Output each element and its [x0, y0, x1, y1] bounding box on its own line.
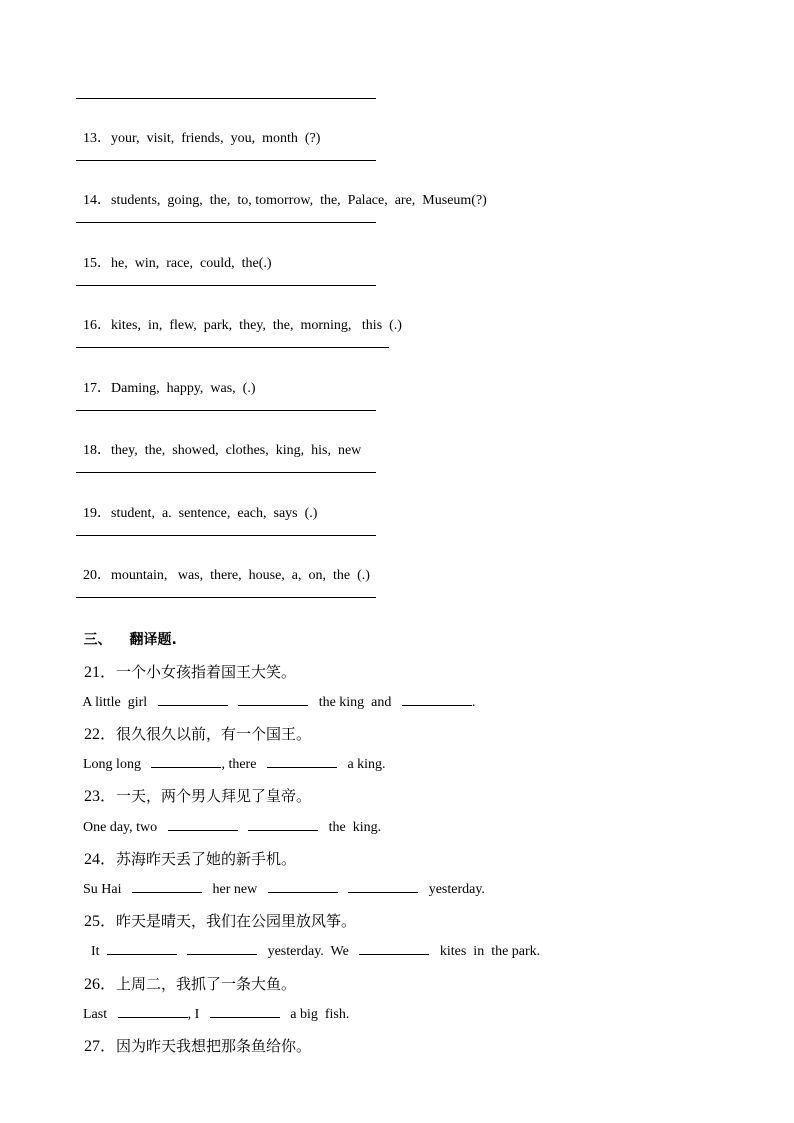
chinese-sentence: 上周二，我抓了一条大鱼。 — [116, 975, 297, 993]
section-heading — [76, 612, 177, 649]
chinese-sentence: 因为昨天我想把那条鱼给你。 — [116, 1037, 312, 1055]
translation-22-answer — [76, 739, 386, 773]
question-number: 27． — [84, 1038, 117, 1055]
question-20 — [76, 552, 370, 584]
sentence-part: Su Hai — [83, 882, 122, 897]
chinese-sentence: 一天，两个男人拜见了皇帝。 — [116, 787, 312, 805]
sentence-part: kites in the park. — [439, 944, 541, 959]
question-words: student, a. sentence, each, says (.) — [111, 506, 318, 521]
blank-field[interactable] — [187, 942, 257, 955]
blank-field[interactable] — [402, 693, 472, 706]
question-number: 24． — [84, 851, 117, 868]
translation-23-prompt — [76, 769, 311, 806]
question-number: 13． — [83, 131, 111, 146]
sentence-part: the king. — [328, 820, 382, 835]
blank-field[interactable] — [210, 1005, 280, 1018]
sentence-part: a king. — [347, 757, 386, 772]
question-number: 26． — [84, 976, 117, 993]
blank-field[interactable] — [107, 942, 177, 955]
sentence-part: a big fish. — [290, 1007, 350, 1022]
sentence-part: yesterday. — [428, 882, 485, 897]
blank-field[interactable] — [132, 880, 202, 893]
sentence-part: , there — [221, 757, 257, 772]
question-number: 23． — [84, 788, 117, 805]
question-19 — [76, 490, 317, 522]
answer-line-13[interactable] — [76, 160, 376, 161]
question-number: 18． — [83, 443, 111, 458]
answer-line-16[interactable] — [76, 347, 389, 348]
question-words: Daming, happy, was, (.) — [111, 381, 256, 396]
sentence-part: . — [471, 695, 476, 710]
question-words: kites, in, flew, park, they, the, morning, this (.) — [111, 318, 402, 333]
question-number: 20． — [83, 568, 111, 583]
question-words: he, win, race, could, the(.) — [111, 256, 272, 271]
answer-line-20[interactable] — [76, 597, 376, 598]
chinese-sentence: 很久很久以前，有一个国王。 — [116, 725, 312, 743]
question-number: 16． — [83, 318, 111, 333]
answer-line-17[interactable] — [76, 410, 376, 411]
question-words: your, visit, friends, you, month (?) — [111, 131, 321, 146]
blank-field[interactable] — [151, 755, 221, 768]
question-18 — [76, 427, 361, 459]
chinese-sentence: 昨天是晴天，我们在公园里放风筝。 — [116, 912, 357, 930]
question-16 — [76, 302, 402, 334]
blank-field[interactable] — [238, 693, 308, 706]
blank-field[interactable] — [348, 880, 418, 893]
sentence-part: , I — [187, 1007, 200, 1022]
answer-line-12[interactable] — [76, 98, 376, 99]
blank-field[interactable] — [268, 880, 338, 893]
translation-23-answer — [76, 802, 381, 836]
sentence-part: Long long — [83, 757, 141, 772]
question-words: mountain, was, there, house, a, on, the (.) — [111, 568, 370, 583]
blank-field[interactable] — [118, 1005, 188, 1018]
translation-24-answer — [76, 864, 485, 898]
question-17 — [76, 365, 256, 397]
sentence-part: Last — [83, 1007, 108, 1022]
translation-26-answer — [76, 989, 349, 1023]
answer-line-19[interactable] — [76, 535, 376, 536]
question-15 — [76, 240, 272, 272]
question-words: students, going, the, to, tomorrow, the, Palace, are, Museum(?) — [111, 193, 487, 208]
chinese-sentence: 一个小女孩指着国王大笑。 — [116, 663, 297, 681]
question-number: 21． — [84, 664, 117, 681]
sentence-part: yesterday. We — [267, 944, 349, 959]
sentence-part: One day, two — [83, 820, 158, 835]
answer-line-18[interactable] — [76, 472, 376, 473]
blank-field[interactable] — [267, 755, 337, 768]
section-index: 三、 — [83, 632, 112, 648]
blank-field[interactable] — [248, 818, 318, 831]
question-number: 25． — [84, 913, 117, 930]
translation-25-answer — [84, 926, 540, 960]
question-words: they, the, showed, clothes, king, his, new — [111, 443, 362, 458]
blank-field[interactable] — [158, 693, 228, 706]
blank-field[interactable] — [359, 942, 429, 955]
question-14 — [76, 177, 487, 209]
section-title: 翻译题. — [129, 632, 177, 648]
question-13 — [76, 115, 320, 147]
answer-line-14[interactable] — [76, 222, 376, 223]
question-number: 22． — [84, 726, 117, 743]
sentence-part: her new — [212, 882, 258, 897]
sentence-part: A little girl — [82, 695, 148, 710]
sentence-part: It — [91, 944, 100, 959]
chinese-sentence: 苏海昨天丢了她的新手机。 — [116, 850, 297, 868]
question-number: 17． — [83, 381, 111, 396]
question-number: 15． — [83, 256, 111, 271]
sentence-part: the king and — [318, 695, 392, 710]
question-number: 19． — [83, 506, 111, 521]
blank-field[interactable] — [168, 818, 238, 831]
translation-21-answer — [76, 677, 475, 711]
question-number: 14． — [83, 193, 111, 208]
translation-27-prompt — [76, 1019, 311, 1056]
answer-line-15[interactable] — [76, 285, 376, 286]
